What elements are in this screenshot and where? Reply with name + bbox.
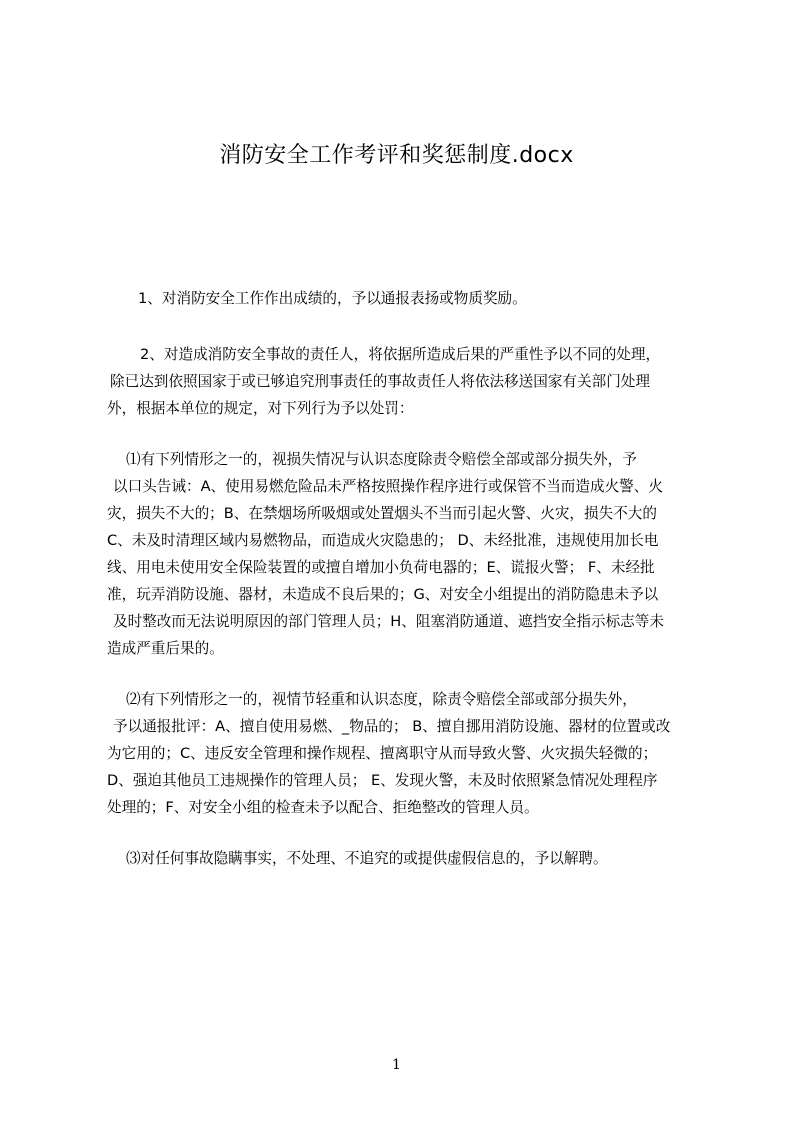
paragraph-line: 线、用电未使用安全保险装置的或擅自增加小负荷电器的；E、谎报火警； F、未经批 xyxy=(107,559,655,576)
paragraph-line: ⑶对任何事故隐瞒事实，不处理、不追究的或提供虚假信息的，予以解聘。 xyxy=(126,850,608,867)
page-number: 1 xyxy=(392,1057,401,1073)
document-title: 消防安全工作考评和奖惩制度.docx xyxy=(219,143,574,168)
paragraph-line: 予以通报批评：A、擅自使用易燃、_物品的； B、擅自挪用消防设施、器材的位置或改 xyxy=(113,718,671,735)
paragraph-reward xyxy=(107,285,707,312)
paragraph-line: 准，玩弄消防设施、器材，未造成不良后果的；G、对安全小组提出的消防隐患未予以 xyxy=(107,586,659,603)
paragraph-line: 造成严重后果的。 xyxy=(107,640,224,657)
paragraph-line: C、未及时清理区域内易燃物品，而造成火灾隐患的； D、未经批准，违规使用加长电 xyxy=(107,532,659,549)
paragraph-line: 处理的；F、对安全小组的检查未予以配合、拒绝整改的管理人员。 xyxy=(107,799,539,816)
paragraph-line: 灾，损失不大的；B、在禁烟场所吸烟或处置烟头不当而引起火警、火灾，损失不大的 xyxy=(107,505,657,522)
paragraph-line: 为它用的；C、违反安全管理和操作规程、擅离职守从而导致火警、火灾损失轻微的； xyxy=(107,745,658,762)
paragraph-line: 1、对消防安全工作作出成绩的，予以通报表扬或物质奖励。 xyxy=(138,290,527,307)
paragraph-line: 2、对造成消防安全事故的责任人，将依据所造成后果的严重性予以不同的处理， xyxy=(140,346,661,363)
paragraph-line: ⑵有下列情形之一的，视情节轻重和认识态度，除责令赔偿全部或部分损失外， xyxy=(126,691,637,708)
paragraph-verbal-warning xyxy=(107,446,707,662)
paragraph-dismissal xyxy=(107,845,707,872)
paragraph-line: 外，根据本单位的规定，对下列行为予以处罚： xyxy=(107,400,414,417)
paragraph-line: 除已达到依照国家于或已够追究刑事责任的事故责任人将依法移送国家有关部门处理 xyxy=(110,373,650,390)
paragraph-punishment-intro xyxy=(107,341,707,422)
paragraph-line: D、强迫其他员工违规操作的管理人员； E、发现火警，未及时依照紧急情况处理程序 xyxy=(107,772,658,789)
paragraph-line: 以口头告诫：A、使用易燃危险品未严格按照操作程序进行或保管不当而造成火警、火 xyxy=(113,478,663,495)
paragraph-line: 及时整改而无法说明原因的部门管理人员；H、阻塞消防通道、遮挡安全指示标志等未 xyxy=(113,613,664,630)
paragraph-line: ⑴有下列情形之一的，视损失情况与认识态度除责令赔偿全部或部分损失外，予 xyxy=(126,451,637,468)
paragraph-public-criticism xyxy=(107,686,707,821)
